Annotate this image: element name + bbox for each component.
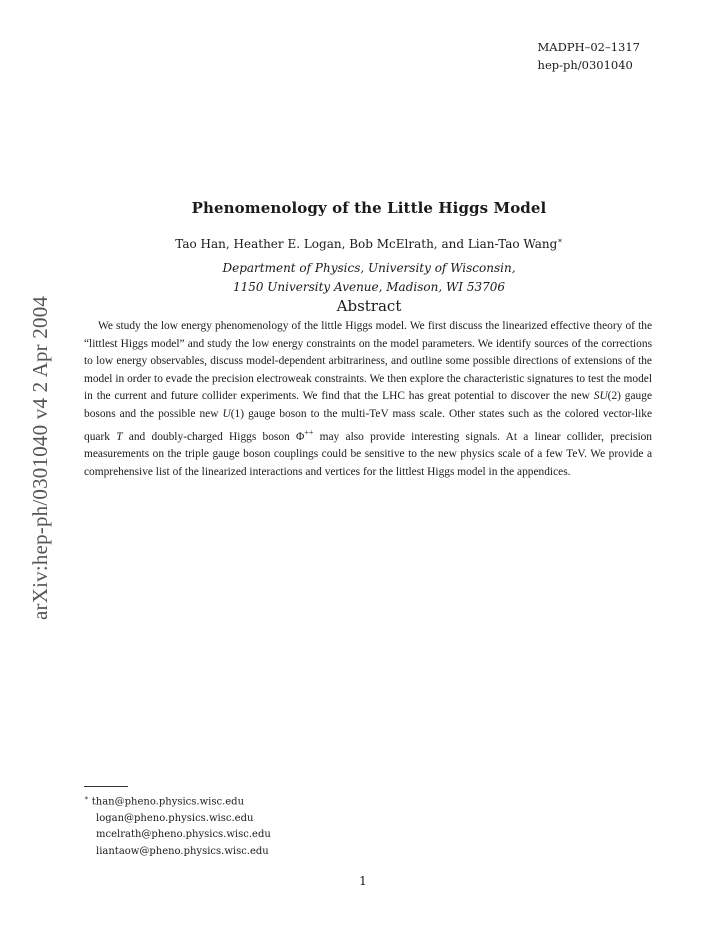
paper-title: Phenomenology of the Little Higgs Model <box>191 199 547 217</box>
abstract-text: may also provide interesting signals. At a linear collider, precision measurements on the triple gauge boson couplings could be sensitive to the new physics scale of a few TeV. We provide a comprehensive list of the linearized interactions and vertices for the littlest Higgs model in the appendices. <box>84 430 652 478</box>
math-phi-charge: ++ <box>304 427 314 437</box>
email-address: than@pheno.physics.wisc.edu <box>91 796 245 808</box>
math-su: SU <box>593 390 608 403</box>
author-footnote-mark: ∗ <box>557 236 563 245</box>
footnote-email: mcelrath@pheno.physics.wisc.edu <box>96 829 271 841</box>
author-list <box>0 236 720 251</box>
footnote-rule <box>84 786 128 787</box>
math-u: U <box>222 407 231 420</box>
affiliation <box>0 259 720 297</box>
math-su-arg: (2) <box>607 390 621 403</box>
affiliation-line-2: 1150 University Avenue, Madison, WI 53706 <box>232 280 506 294</box>
math-phi: Φ <box>296 430 305 443</box>
report-number-block <box>538 38 640 74</box>
math-quark-t: T <box>116 430 123 443</box>
footnote-block <box>84 790 271 860</box>
report-number: MADPH–02–1317 <box>537 40 640 54</box>
author-names: Tao Han, Heather E. Logan, Bob McElrath, and Lian-Tao Wang <box>175 237 558 251</box>
abstract-body <box>84 318 652 481</box>
abstract-text: We study the low energy phenomenology of the little Higgs model. We first discuss the linearized effective theory of the “littlest Higgs model” and study the low energy constraints on the model parameters. We identify sources of the corrections to low energy observables, discuss model-dependent arbitrariness, and outline some possible directions of extensions of the model in order to evade the precision electroweak constraints. We then explore the characteristic signatures to test the model in the current and future collider experiments. We find that the LHC has great potential to discover the new <box>84 320 652 403</box>
footnote-mark: ∗ <box>84 794 89 802</box>
arxiv-identifier: hep-ph/0301040 <box>537 58 633 72</box>
footnote-email: liantaow@pheno.physics.wisc.edu <box>96 845 269 857</box>
math-u-arg: (1) <box>230 407 245 420</box>
footnote-email: logan@pheno.physics.wisc.edu <box>96 812 254 824</box>
arxiv-side-stamp: arXiv:hep-ph/0301040 v4 2 Apr 2004 <box>28 295 52 620</box>
footnote-email <box>84 790 271 811</box>
abstract-text: gauge bosons and the possible new <box>84 390 652 420</box>
abstract-text: gauge boson to the multi-TeV mass scale. Other states such as the colored vector-like quark <box>84 407 652 443</box>
abstract-heading: Abstract <box>336 297 402 315</box>
affiliation-line-1: Department of Physics, University of Wisconsin, <box>222 261 516 275</box>
page-number: 1 <box>359 874 367 888</box>
abstract-text: and doubly-charged Higgs boson <box>122 430 297 443</box>
